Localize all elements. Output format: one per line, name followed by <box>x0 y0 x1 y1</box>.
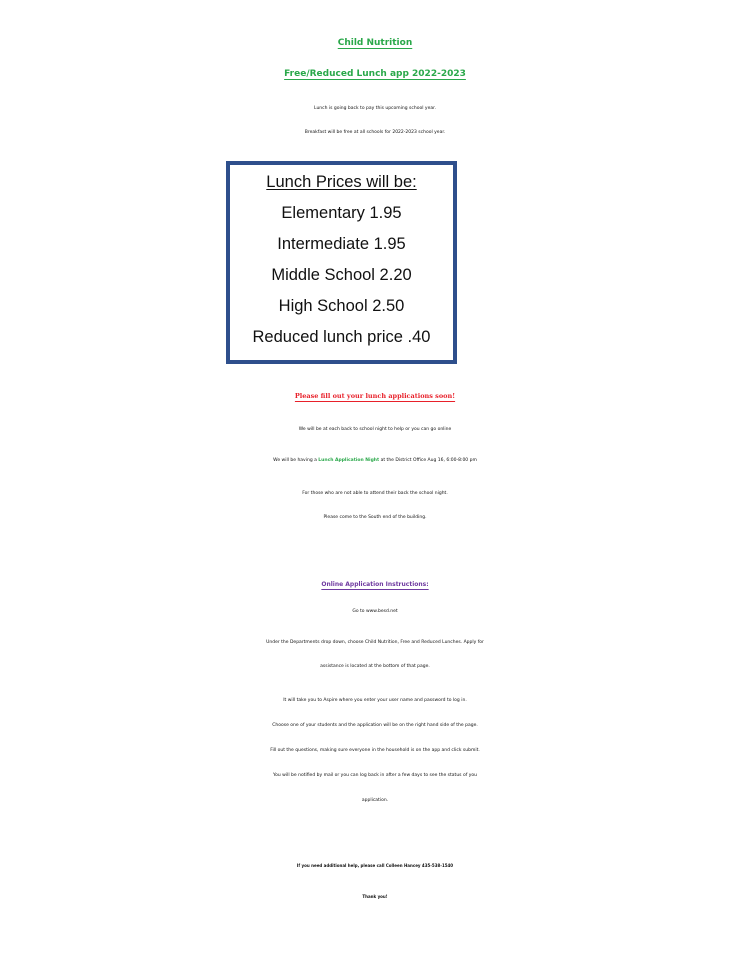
price-item-high-school: High School 2.50 <box>278 297 405 315</box>
application-line-4: Please come to the South end of the building. <box>323 515 427 520</box>
page-title: Child Nutrition <box>337 38 413 48</box>
instruction-step: Fill out the questions, making sure everyone in the household is on the app and click submit. <box>270 748 480 753</box>
price-item-intermediate: Intermediate 1.95 <box>277 235 406 253</box>
intro-line-2: Breakfast will be free at all schools for 2022-2023 school year. <box>304 130 446 135</box>
night-suffix: at the District Office Aug 16, 6:00-8:00 pm <box>379 458 477 463</box>
intro-line-1: Lunch is going back to pay this upcoming school year. <box>314 106 436 111</box>
departments-line-1: Under the Departments drop down, choose Child Nutrition, Free and Reduced Lunches. Apply for <box>266 640 484 645</box>
departments-line-2: assistance is located at the bottom of that page. <box>320 664 430 669</box>
instruction-step: Choose one of your students and the application will be on the right hand side of the page. <box>272 723 478 728</box>
application-line-3: For those who are not able to attend their back the school night. <box>302 491 448 496</box>
lunch-application-night: Lunch Application Night <box>318 458 380 463</box>
price-item-elementary: Elementary 1.95 <box>281 204 402 222</box>
goto-website: Go to www.besd.net <box>352 609 398 614</box>
price-box-heading: Lunch Prices will be: <box>266 173 417 191</box>
application-line-1: We will be at each back to school night to help or you can go online <box>298 427 452 432</box>
instruction-step: You will be notified by mail or you can log back in after a few days to see the status of you <box>273 773 477 778</box>
lunch-price-box <box>226 161 457 364</box>
instruction-step: application. <box>361 798 389 803</box>
help-contact: If you need additional help, please call Colleen Hancey 435-538-1540 <box>296 863 454 868</box>
price-item-reduced: Reduced lunch price .40 <box>252 328 431 346</box>
application-night-line <box>0 458 750 463</box>
thank-you: Thank you! <box>362 894 388 899</box>
price-item-middle-school: Middle School 2.20 <box>271 266 412 284</box>
instruction-step: It will take you to Aspire where you enter your user name and password to log in. <box>283 698 467 703</box>
night-prefix: We will be having a <box>273 458 319 463</box>
page-subtitle: Free/Reduced Lunch app 2022-2023 <box>284 69 466 79</box>
application-heading: Please fill out your lunch applications soon! <box>294 392 456 400</box>
instructions-heading: Online Application Instructions: <box>321 581 429 588</box>
